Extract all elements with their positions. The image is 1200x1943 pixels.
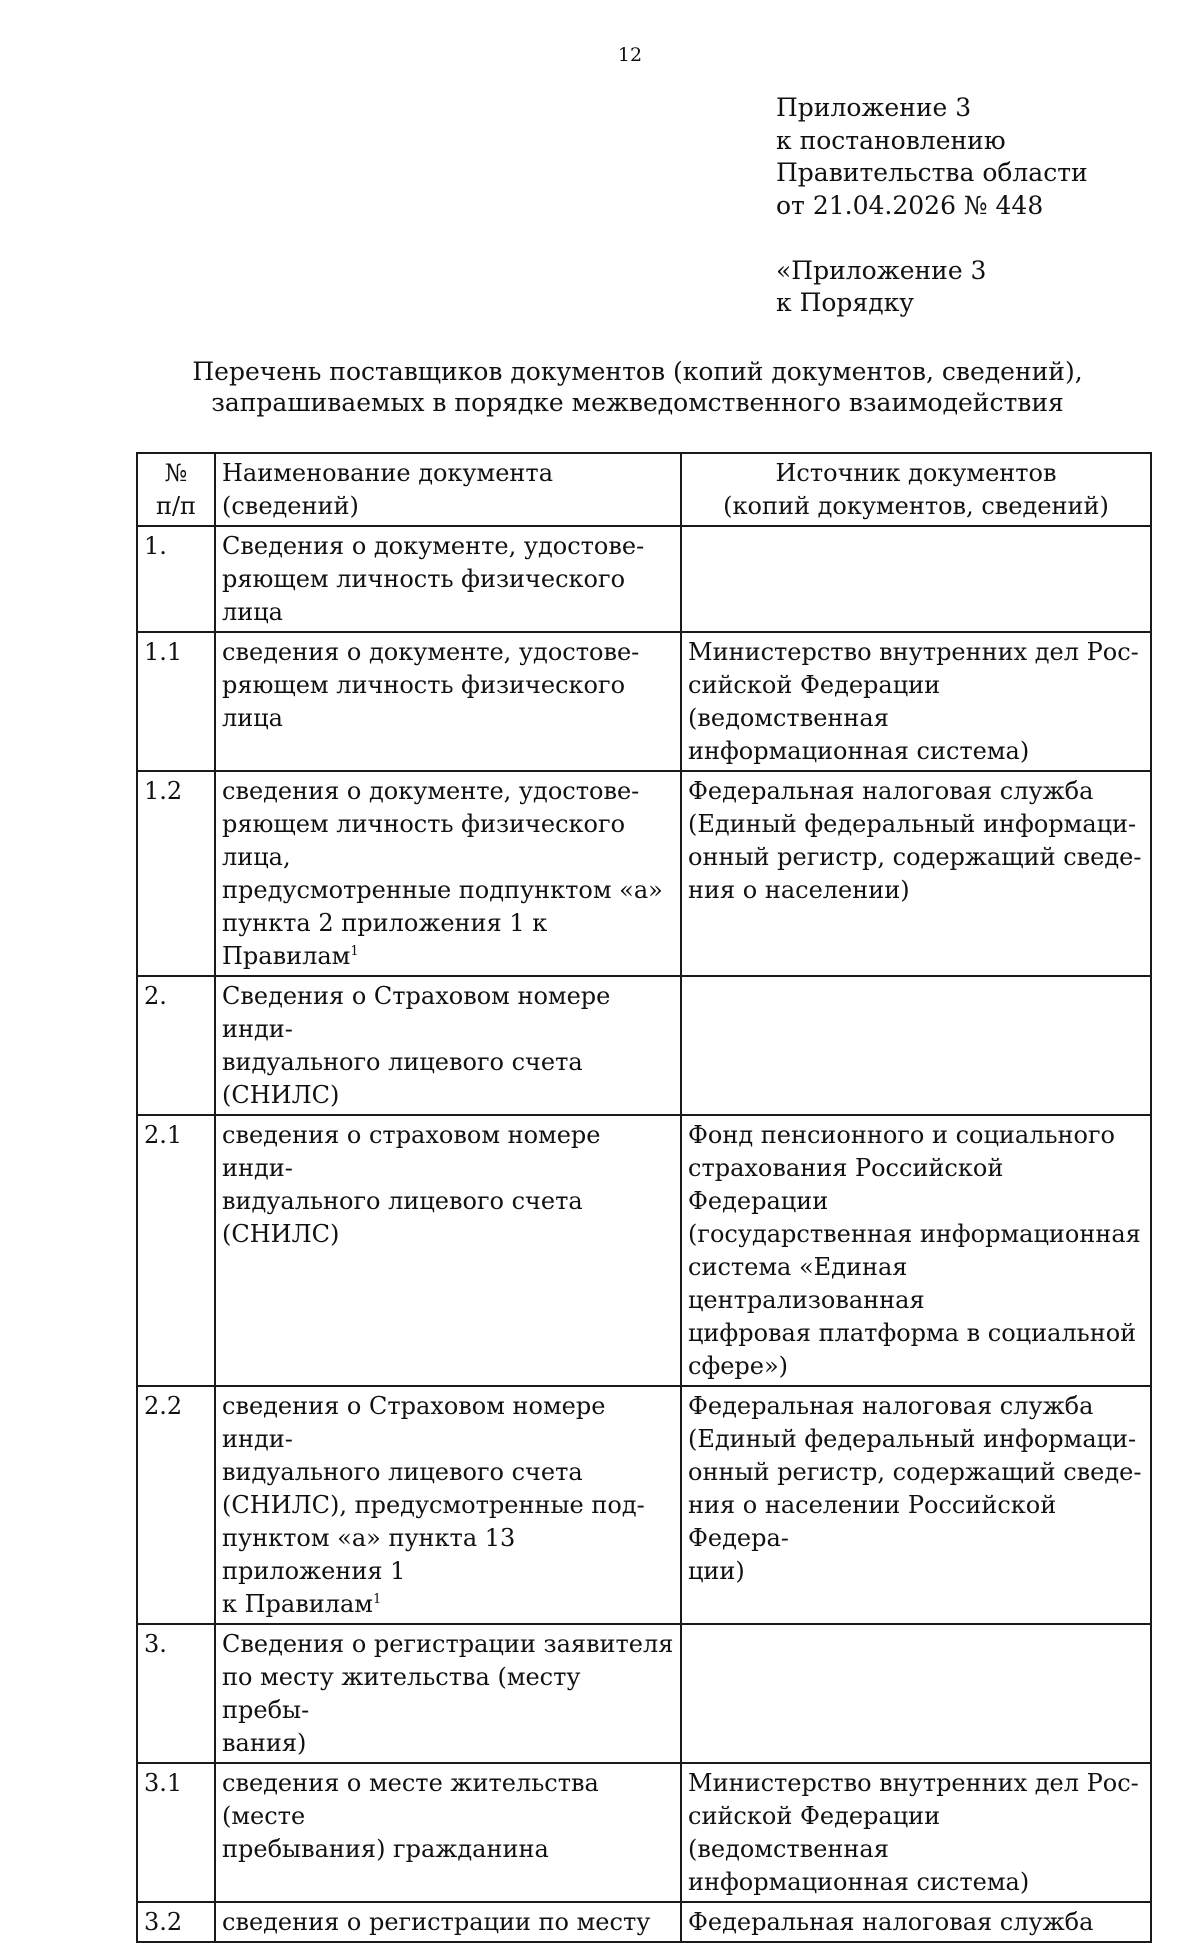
row-number: 2. xyxy=(137,976,215,1115)
row-source xyxy=(681,526,1151,632)
row-document-name: Сведения о документе, удостове- ряющем личность физического лица xyxy=(215,526,681,632)
row-number: 1.1 xyxy=(137,632,215,771)
table-row xyxy=(137,632,1151,771)
row-source: Министерство внутренних дел Рос- сийской Федерации (ведомственная информационная система) xyxy=(681,632,1151,771)
row-document-name-text: сведения о документе, удостове- ряющем личность физического лица, предусмотренные подпунктом «а» пункта 2 приложения 1 к Правилам xyxy=(222,777,663,970)
document-title: Перечень поставщиков документов (копий документов, сведений), запрашиваемых в порядке межведомственного взаимодействия xyxy=(192,357,1083,417)
row-document-name: Сведения о Страховом номере инди- видуального лицевого счета (СНИЛС) xyxy=(215,976,681,1115)
row-document-name xyxy=(215,771,681,976)
table-row xyxy=(137,1763,1151,1902)
row-number: 3.2 xyxy=(137,1902,215,1942)
row-number: 1.2 xyxy=(137,771,215,976)
row-document-name-text: сведения о Страховом номере инди- видуального лицевого счета (СНИЛС), предусмотренные под- пунктом «а» пункта 13 приложения 1 к Правилам xyxy=(222,1392,645,1618)
row-number: 2.1 xyxy=(137,1115,215,1386)
row-document-name: сведения о регистрации по месту xyxy=(215,1902,681,1942)
row-document-name: сведения о месте жительства (месте пребывания) гражданина xyxy=(215,1763,681,1902)
row-number: 3.1 xyxy=(137,1763,215,1902)
order-heading: «Приложение 3 к Порядку xyxy=(776,256,987,317)
row-source xyxy=(681,976,1151,1115)
row-document-name xyxy=(215,1386,681,1624)
header-source: Источник документов (копий документов, сведений) xyxy=(681,453,1151,526)
footnote-marker: 1 xyxy=(372,1592,382,1607)
row-number: 3. xyxy=(137,1624,215,1763)
row-source: Федеральная налоговая служба (Единый федеральный информаци- онный регистр, содержащий сведе- ния о населении Российской Федера- ции) xyxy=(681,1386,1151,1624)
header-document-name: Наименование документа (сведений) xyxy=(215,453,681,526)
footnote-marker: 1 xyxy=(350,944,359,959)
row-source xyxy=(681,1624,1151,1763)
table-row xyxy=(137,771,1151,976)
row-source: Фонд пенсионного и социального страхования Российской Федерации (государственная информационная система «Единая централизованная цифровая платформа в социальной сфере») xyxy=(681,1115,1151,1386)
row-document-name: сведения о страховом номере инди- видуального лицевого счета (СНИЛС) xyxy=(215,1115,681,1386)
page-number: 12 xyxy=(617,44,643,66)
row-number: 1. xyxy=(137,526,215,632)
table-row xyxy=(137,1115,1151,1386)
suppliers-table xyxy=(136,452,1152,1943)
row-source: Федеральная налоговая служба xyxy=(681,1902,1151,1942)
table-row xyxy=(137,1624,1151,1763)
appendix-heading: Приложение 3 к постановлению Правительства области от 21.04.2026 № 448 xyxy=(776,93,1088,220)
table-row xyxy=(137,976,1151,1115)
row-document-name: сведения о документе, удостове- ряющем личность физического лица xyxy=(215,632,681,771)
row-source: Министерство внутренних дел Рос- сийской Федерации (ведомственная информационная система) xyxy=(681,1763,1151,1902)
table-header-row xyxy=(137,453,1151,526)
row-document-name: Сведения о регистрации заявителя по месту жительства (месту пребы- вания) xyxy=(215,1624,681,1763)
header-number: № п/п xyxy=(137,453,215,526)
row-source: Федеральная налоговая служба (Единый федеральный информаци- онный регистр, содержащий сведе- ния о населении) xyxy=(681,771,1151,976)
row-number: 2.2 xyxy=(137,1386,215,1624)
table-row xyxy=(137,1902,1151,1942)
table-row xyxy=(137,1386,1151,1624)
table-row xyxy=(137,526,1151,632)
